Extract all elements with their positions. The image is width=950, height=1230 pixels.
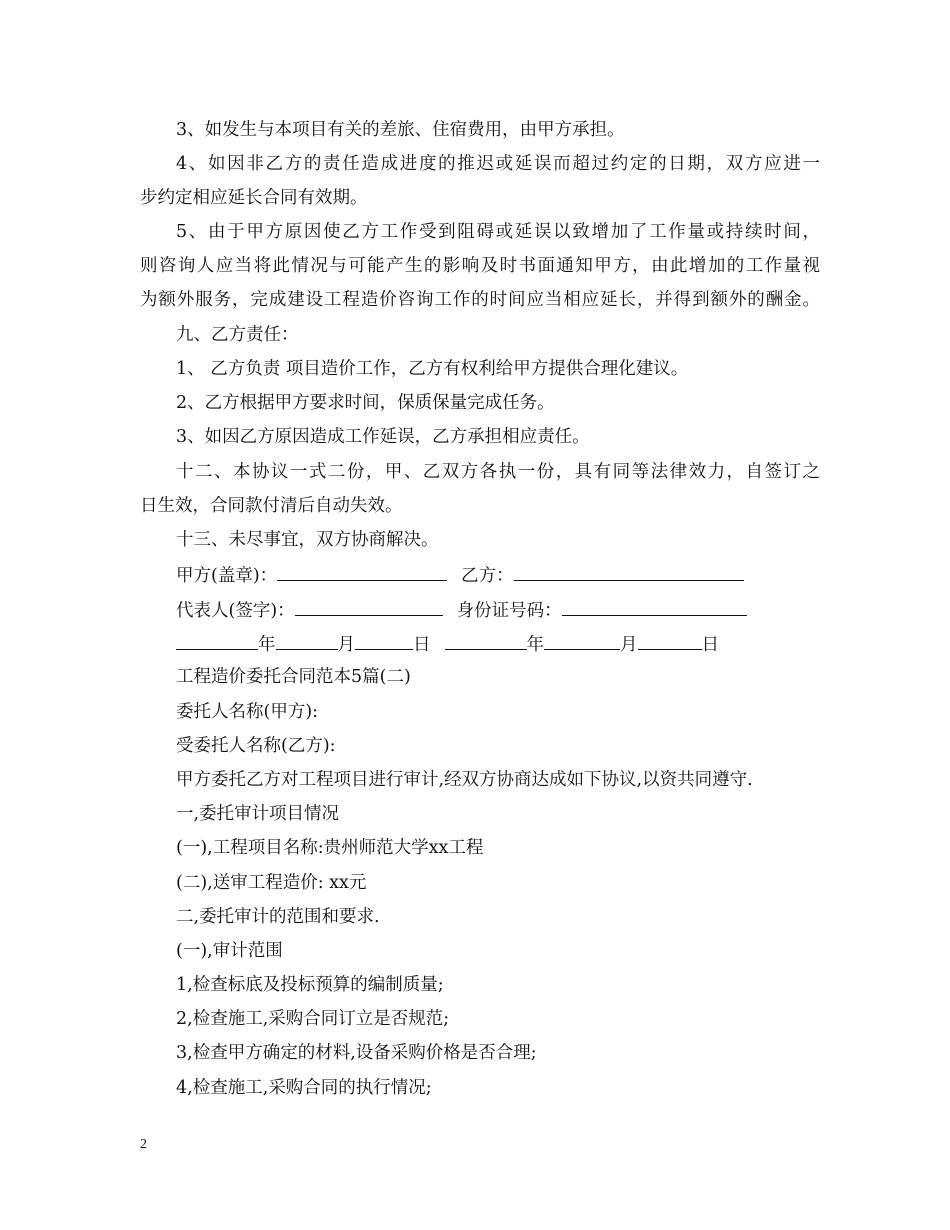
representative-blank [295, 597, 443, 616]
paragraph-obstruction-line-1: 5、由于甲方原因使乙方工作受到阻碍或延误以致增加了工作量或持续时间， [176, 222, 820, 242]
client-name-line: 委托人名称(甲方): [176, 702, 319, 722]
audit-item-2: 2,检查施工,采购合同订立是否规范; [176, 1009, 450, 1029]
party-b-blank [514, 562, 744, 581]
page-number: 2 [140, 1137, 147, 1152]
month-blank-a [276, 631, 338, 650]
signature-row-parties [176, 562, 820, 588]
section-12-line-1: 十二、本协议一式二份，甲、乙双方各执一份，具有同等法律效力，自签订之 [176, 462, 820, 482]
section-2-heading: 二,委托审计的范围和要求. [176, 907, 380, 927]
representative-field [176, 597, 443, 623]
project-name-line: (一),工程项目名称:贵州师范大学xx工程 [176, 838, 484, 858]
document-title-2: 工程造价委托合同范本5篇(二) [176, 667, 411, 687]
paragraph-obstruction-line-2: 则咨询人应当将此情况与可能产生的影响及时书面通知甲方，由此增加的工作量视 [140, 256, 820, 276]
agent-name-line: 受委托人名称(乙方): [176, 736, 336, 756]
audit-item-4: 4,检查施工,采购合同的执行情况; [176, 1078, 432, 1098]
party-a-label: 甲方(盖章)： [176, 566, 278, 586]
year-label-a: 年 [258, 635, 276, 655]
paragraph-travel-expenses: 3、如发生与本项目有关的差旅、住宿费用，由甲方承担。 [176, 120, 625, 140]
month-blank-b [544, 631, 620, 650]
id-number-label: 身份证号码： [456, 601, 562, 621]
audit-scope-heading: (一),审计范围 [176, 941, 283, 961]
paragraph-delay-line-2: 步约定相应延长合同有效期。 [140, 188, 368, 208]
submitted-cost-line: (二),送审工程造价: xx元 [176, 873, 367, 893]
day-label-b: 日 [701, 635, 719, 655]
paragraph-obstruction-line-3: 为额外服务，完成建设工程造价咨询工作的时间应当相应延长，并得到额外的酬金。 [140, 290, 820, 310]
representative-label: 代表人(签字)： [176, 601, 295, 621]
section-9-item-3: 3、如因乙方原因造成工作延误，乙方承担相应责任。 [176, 427, 590, 447]
signature-row-representative [176, 597, 820, 623]
month-label-b: 月 [620, 635, 638, 655]
section-9-item-2: 2、乙方根据甲方要求时间，保质保量完成任务。 [176, 393, 555, 413]
paragraph-delay-line-1: 4、如因非乙方的责任造成进度的推迟或延误而超过约定的日期，双方应进一 [176, 154, 820, 174]
agreement-intro: 甲方委托乙方对工程项目进行审计,经双方协商达成如下协议,以资共同遵守. [176, 770, 753, 790]
day-blank-b [638, 631, 702, 650]
section-9-item-1: 1、 乙方负责 项目造价工作，乙方有权利给甲方提供合理化建议。 [176, 359, 689, 379]
id-number-field [457, 597, 747, 623]
day-blank-a [355, 631, 413, 650]
year-label-b: 年 [526, 635, 544, 655]
year-blank-a [176, 631, 258, 650]
year-blank-b [445, 631, 527, 650]
month-label-a: 月 [337, 635, 355, 655]
id-number-blank [562, 597, 747, 616]
party-a-blank [277, 562, 447, 581]
signature-row-dates [176, 631, 820, 657]
day-label-a: 日 [413, 635, 431, 655]
party-b-label: 乙方： [461, 566, 514, 586]
date-field-b [445, 631, 720, 657]
party-b-field [461, 562, 744, 588]
section-9-heading: 九、乙方责任： [176, 325, 299, 345]
audit-item-3: 3,检查甲方确定的材料,设备采购价格是否合理; [176, 1043, 537, 1063]
date-field-a [176, 631, 431, 657]
section-1-heading: 一,委托审计项目情况 [176, 804, 340, 824]
section-13: 十三、未尽事宜，双方协商解决。 [176, 530, 439, 550]
audit-item-1: 1,检查标底及投标预算的编制质量; [176, 975, 444, 995]
party-a-field [176, 562, 447, 588]
section-12-line-2: 日生效，合同款付清后自动失效。 [140, 496, 403, 516]
